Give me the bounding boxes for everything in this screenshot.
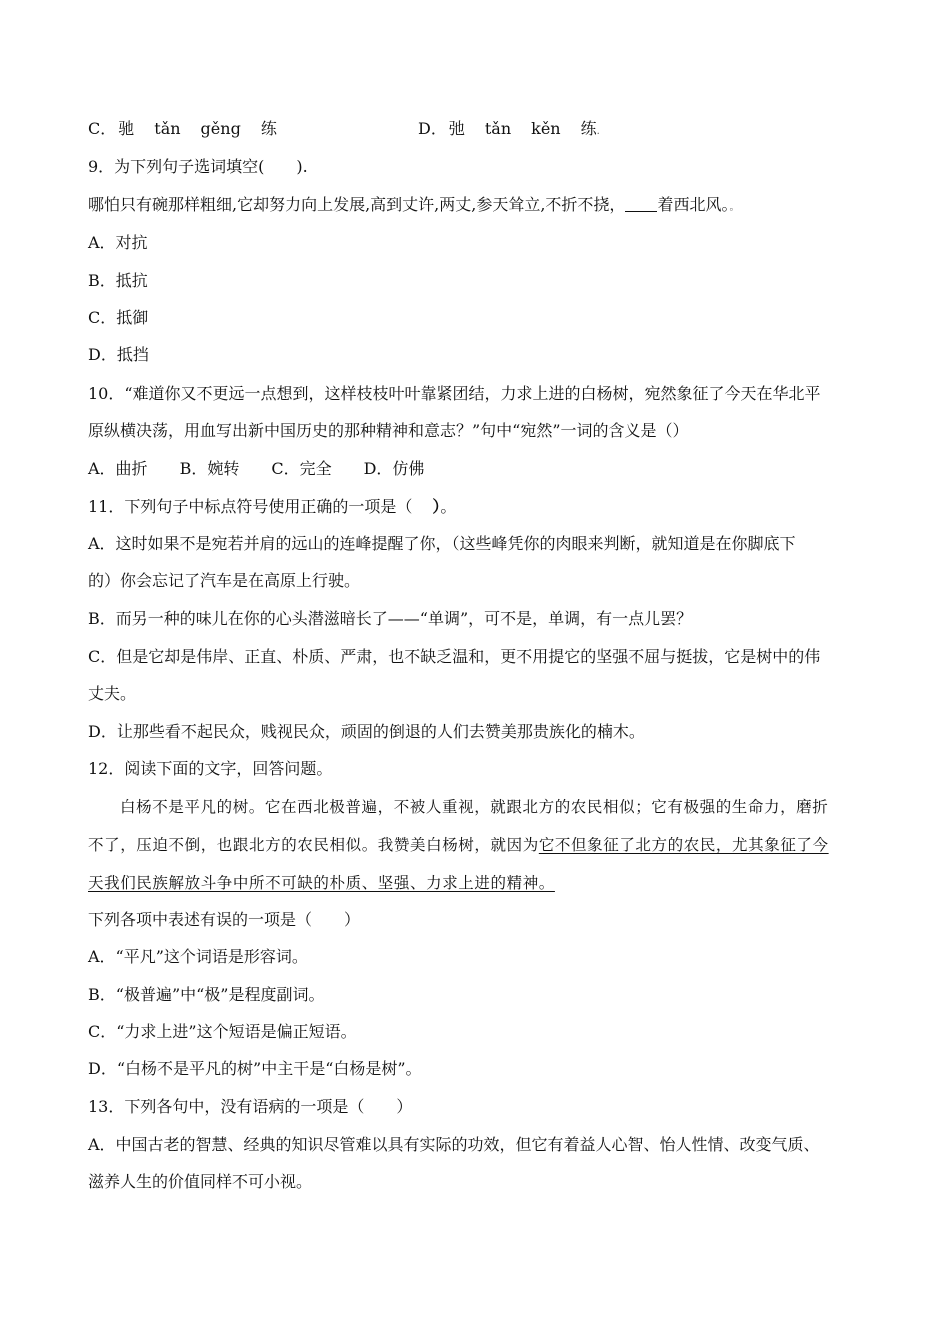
q9-stem: 9．为下列句子选词填空( ). xyxy=(88,157,308,176)
q12-passage-underlined: 它不但象征了北方的农民，尤其象征了今 xyxy=(538,836,829,854)
q10-option: A．曲折 xyxy=(88,459,148,478)
q10-stem-line1: 10．“难道你又不更远一点想到，这样枝枝叶叶靠紧团结，力求上进的白杨树，宛然象征了今天在华北平 xyxy=(88,384,821,403)
q11-option-d: D．让那些看不起民众，贱视民众，顽固的倒退的人们去赞美那贵族化的楠木。 xyxy=(88,722,645,741)
q12-passage-text: 不了，压迫不倒，也跟北方的农民相似。我赞美白杨树，就因为 xyxy=(88,836,539,854)
q9-option: D．抵挡 xyxy=(88,345,149,364)
q11-option-c-line1: C．但是它却是伟岸、正直、朴质、严肃，也不缺乏温和，更不用提它的坚强不屈与挺拔，它是树中的伟 xyxy=(88,647,821,666)
q9-option: A．对抗 xyxy=(88,233,148,252)
q12-option: C．“力求上进”这个短语是偏正短语。 xyxy=(88,1022,357,1041)
q13-stem: 13．下列各句中，没有语病的一项是（ ） xyxy=(88,1097,413,1116)
q12-question: 下列各项中表述有误的一项是（ ） xyxy=(88,910,361,929)
q11-option-c-line2: 丈夫。 xyxy=(88,684,137,703)
q12-stem: 12．阅读下面的文字，回答问题。 xyxy=(88,759,333,778)
q11-stem-after: ） xyxy=(432,497,441,516)
q11-option-a-line2: 的）你会忘记了汽车是在高原上行驶。 xyxy=(88,571,361,590)
q10-option: C．完全 xyxy=(271,459,332,478)
q10-option: B．婉转 xyxy=(179,459,240,478)
q11-option-a-line1: A．这时如果不是宛若并肩的远山的连峰提醒了你，（这些峰凭你的肉眼来判断，就知道是在你脚底下 xyxy=(88,534,796,553)
q10-stem-line2: 原纵横决荡，用血写出新中国历史的那种精神和意志？”句中“宛然”一词的含义是（） xyxy=(88,421,689,440)
q9-option: B．抵抗 xyxy=(88,271,148,290)
q12-passage-line1: 白杨不是平凡的树。它在西北极普遍，不被人重视，就跟北方的农民相似；它有极强的生命力，磨折 xyxy=(120,798,829,816)
q12-passage-line2 xyxy=(88,835,829,855)
q9-option: C．抵御 xyxy=(88,308,149,327)
option-pinyin: gěng xyxy=(200,119,241,138)
option-word: 练 xyxy=(580,119,597,138)
fill-blank xyxy=(625,195,657,212)
q11-stem-before: 11．下列句子中标点符号使用正确的一项是（ xyxy=(88,497,413,516)
q9-sentence-after: 着西北风。 xyxy=(657,195,730,214)
option-label: D． xyxy=(418,119,447,138)
option-pinyin: tǎn xyxy=(484,119,512,138)
option-pinyin: tǎn xyxy=(154,119,181,138)
q13-option-a-line2: 滋养人生的价值同样不可小视。 xyxy=(88,1172,313,1191)
q13-option-a-line1: A．中国古老的智慧、经典的知识尽管难以具有实际的功效，但它有着益人心智、怡人性情、改变气质、 xyxy=(88,1135,820,1154)
option-word: 练 xyxy=(260,119,277,138)
q12-option: A．“平凡”这个词语是形容词。 xyxy=(88,947,308,966)
q12-option: B．“极普遍”中“极”是程度副词。 xyxy=(88,985,325,1004)
q10-options xyxy=(88,459,424,479)
option-word: 驰 xyxy=(118,119,135,138)
q12-passage-line3 xyxy=(88,873,555,893)
q9-sentence-before: 哪怕只有碗那样粗细,它却努力向上发展,高到丈许,两丈,参天耸立,不折不挠， xyxy=(88,195,626,214)
q9-sentence: 哪怕只有碗那样粗细,它却努力向上发展,高到丈许,两丈,参天耸立,不折不挠， 着西北风。。 xyxy=(88,195,740,214)
option-label: C． xyxy=(88,119,117,138)
q12-option: D．“白杨不是平凡的树”中主干是“白杨是树”。 xyxy=(88,1059,422,1078)
q8-option-c xyxy=(88,119,277,139)
q11-stem: 11．下列句子中标点符号使用正确的一项是（ ）。 xyxy=(88,497,457,516)
q10-option: D．仿佛 xyxy=(363,459,425,478)
option-word: 弛 xyxy=(448,119,465,138)
q11-option-b: B．而另一种的味儿在你的心头潜滋暗长了——“单调”，可不是，单调，有一点儿罢？ xyxy=(88,609,693,628)
option-pinyin: kěn xyxy=(531,119,561,138)
q8-option-d: D． 弛 tǎn kěn 练. xyxy=(418,119,600,138)
q12-passage-underlined: 天我们民族解放斗争中所不可缺的朴质、坚强、力求上进的精神。 xyxy=(88,874,555,892)
